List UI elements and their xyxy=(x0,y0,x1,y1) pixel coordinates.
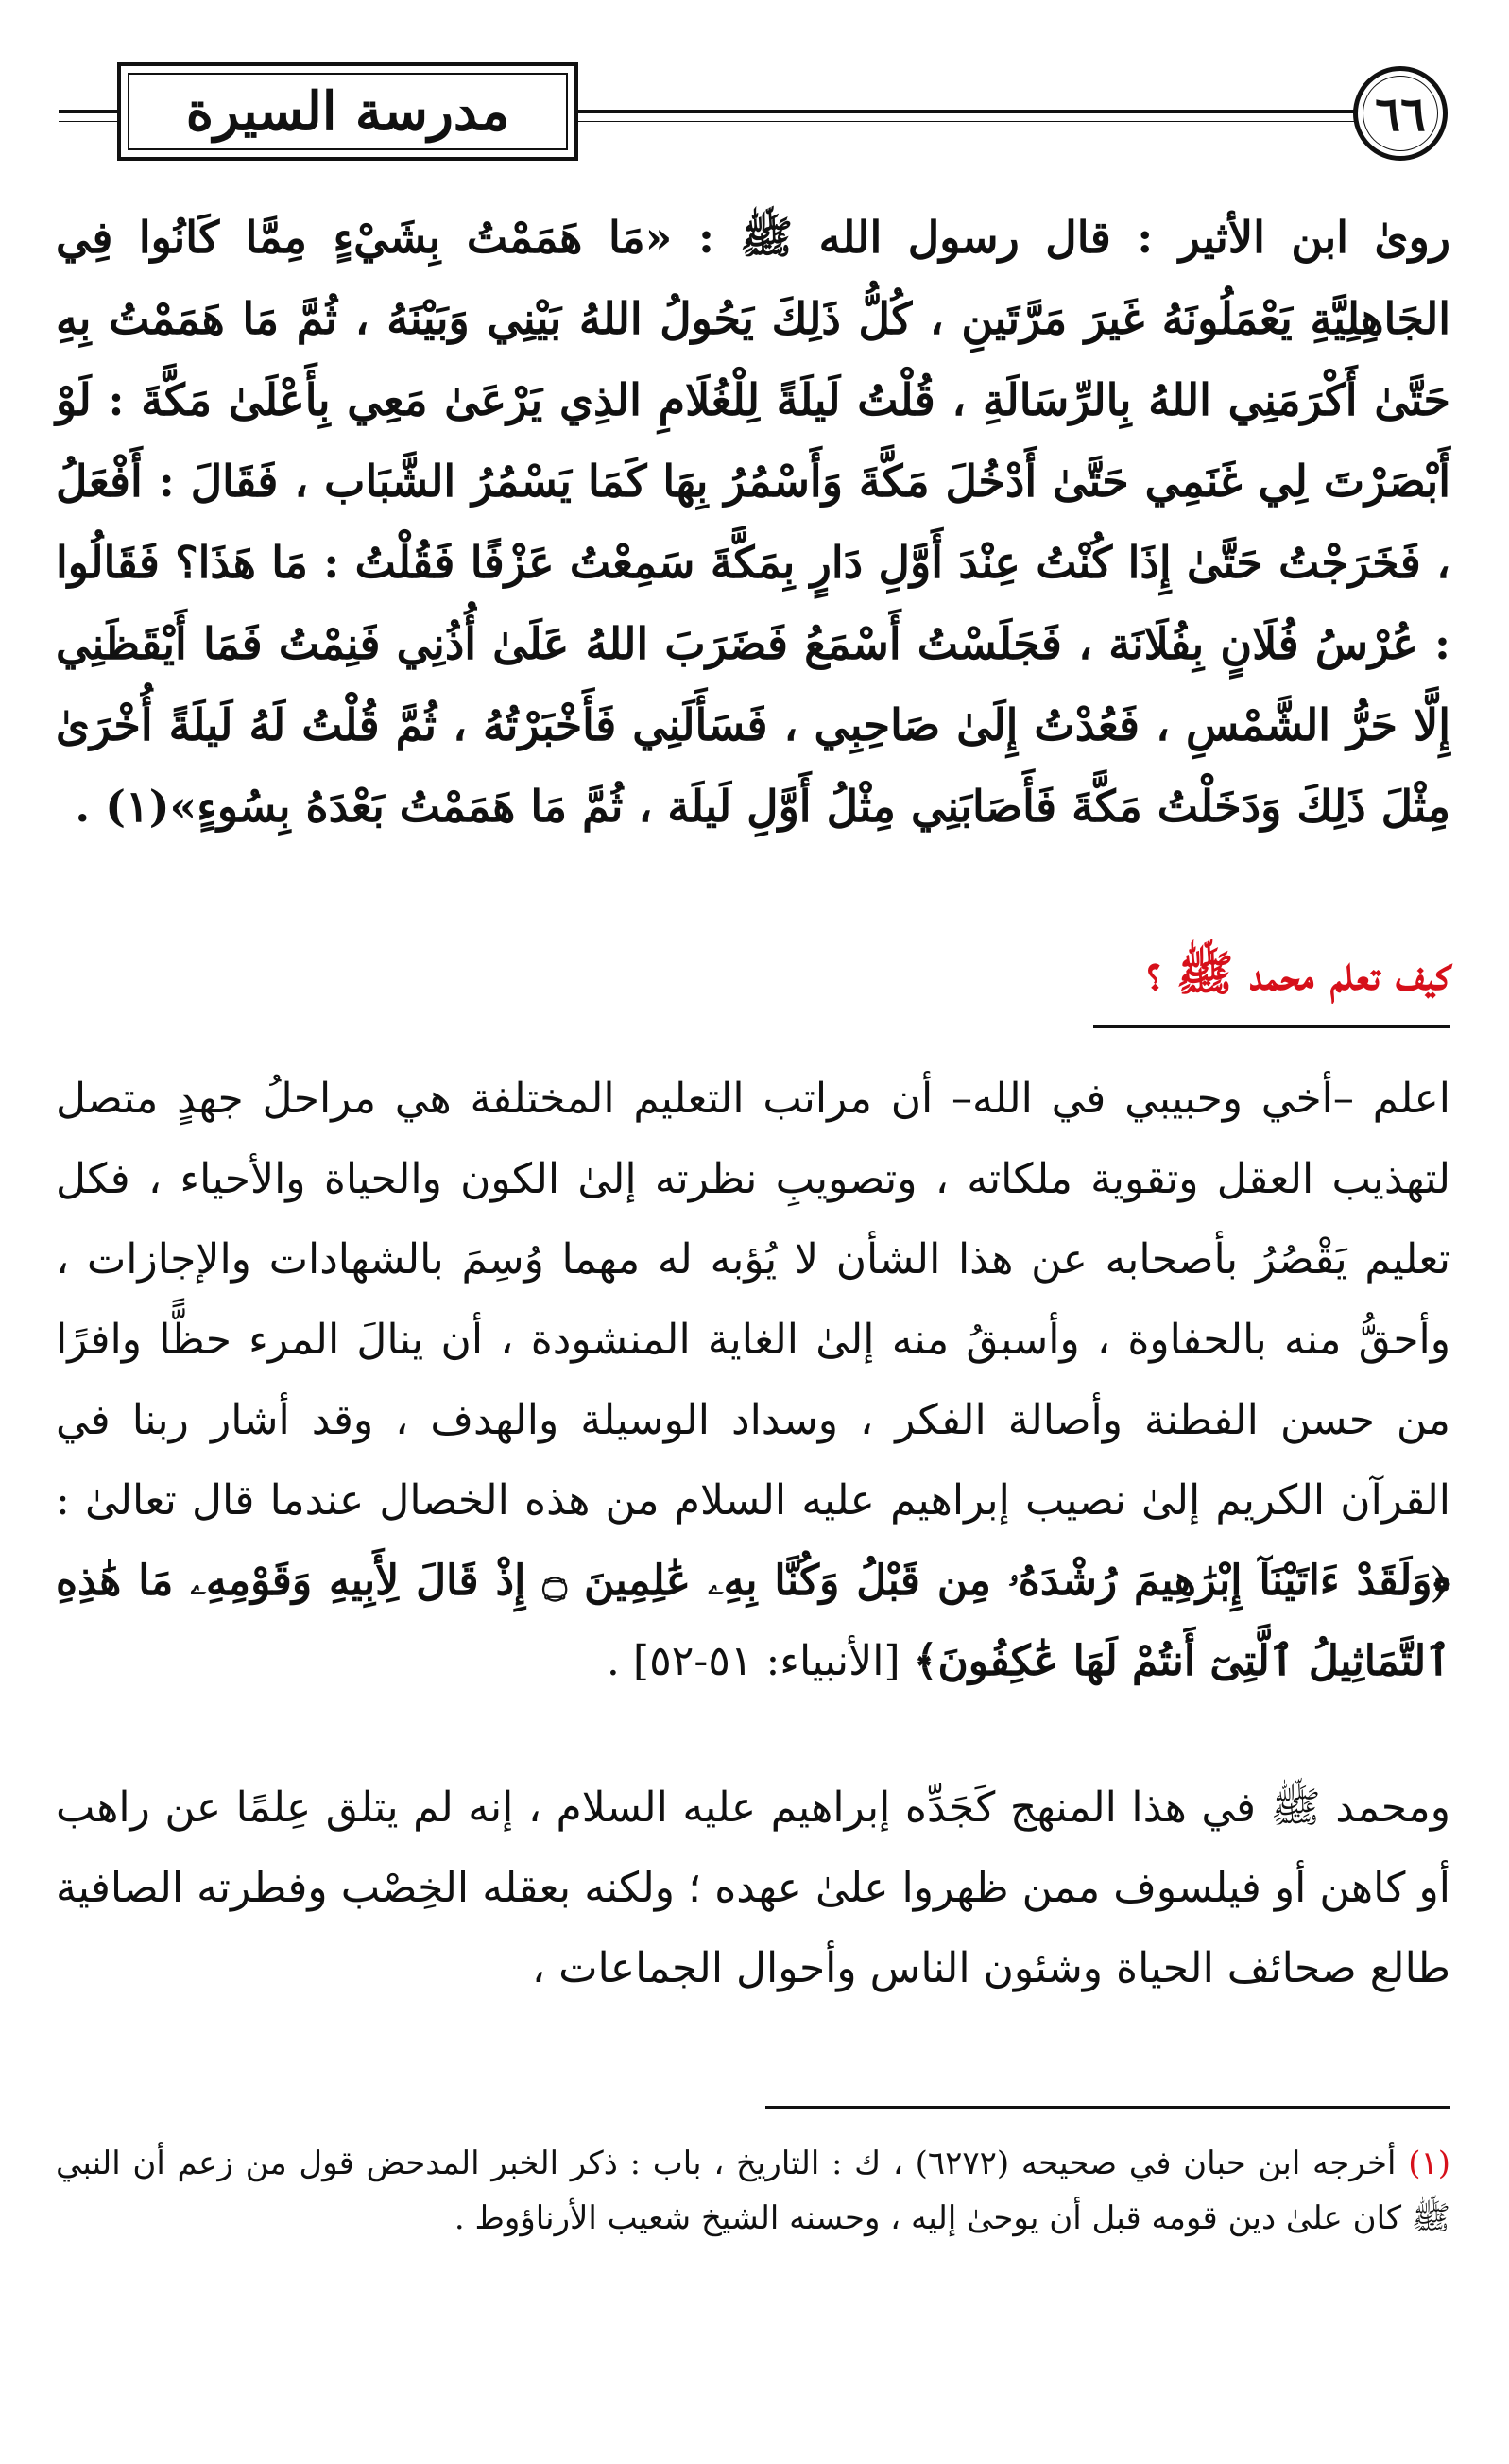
paragraph-intro xyxy=(56,1059,1450,1701)
header-rule-right xyxy=(576,110,1361,113)
book-title: مدرسة السيرة xyxy=(117,62,578,161)
quran-verse: ﴿وَلَقَدْ ءَاتَيْنَآ إِبْرَٰهِيمَ رُشْدَهُۥ مِن قَبْلُ وَكُنَّا بِهِۦ عَٰلِمِينَ ۝ إِذْ قَالَ لِأَبِيهِ وَقَوْمِهِۦ مَا هَٰذِهِ ٱلتَّمَاثِيلُ ٱلَّتِىٓ أَنتُمْ لَهَا عَٰكِفُونَ﴾ xyxy=(56,1557,1451,1685)
footnote-separator xyxy=(765,2106,1450,2109)
footnote-marker: (١) xyxy=(1408,2145,1451,2182)
section-heading xyxy=(56,945,1450,1030)
header-rule-left xyxy=(59,110,117,113)
header-rule-left-thin xyxy=(59,121,117,122)
heading-underline xyxy=(1093,1025,1450,1028)
section-heading-text: كيف تعلم محمد ﷺ ؟ xyxy=(1146,945,1450,1001)
paragraph-intro-text: اعلم –أخي وحبيبي في الله– أن مراتب التعليم المختلفة هي مراحلُ جهدٍ متصل لتهذيب العقل وتقوية ملكاته ، وتصويبِ نظرته إلىٰ الكون والحياة والأحياء ، فكل تعليم يَقْصُرُ بأصحابه عن هذا الشأن لا يُؤبه له مهما وُسِمَ بالشهادات والإجازات ، وأحقُّ منه بالحفاوة ، وأسبقُ منه إلىٰ الغاية المنشودة ، أن ينالَ المرء حظًّا وافرًا من حسن الفطنة وأصالة الفكر ، وسداد الوسيلة والهدف ، وقد أشار ربنا في القرآن الكريم إلىٰ نصيب إبراهيم عليه السلام من هذه الخصال عندما قال تعالىٰ : xyxy=(56,1075,1450,1525)
paragraph-hadith: روىٰ ابن الأثير : قال رسول الله ﷺ : «مَا هَمَمْتُ بِشَيْءٍ مِمَّا كَانُوا فِي الجَاهِلِيَّةِ يَعْمَلُونَهُ غَيرَ مَرَّتَينِ ، كُلُّ ذَلِكَ يَحُولُ اللهُ بَيْنِي وَبَيْنَهُ ، ثُمَّ مَا هَمَمْتُ بِهِ حَتَّىٰ أَكْرَمَنِي اللهُ بِالرِّسَالَةِ ، قُلْتُ لَيلَةً لِلْغُلَامِ الذِي يَرْعَىٰ مَعِي بِأَعْلَىٰ مَكَّةَ : لَوْ أَبْصَرْتَ لِي غَنَمِي حَتَّىٰ أَدْخُلَ مَكَّةَ وَأَسْمُرُ بِهَا كَمَا يَسْمُرُ الشَّبَاب ، فَقَالَ : أَفْعَلُ ، فَخَرَجْتُ حَتَّىٰ إِذَا كُنْتُ عِنْدَ أَوَّلِ دَارٍ بِمَكَّةَ سَمِعْتُ عَزْفًا فَقُلْتُ : مَا هَذَا؟ فَقَالُوا : عُرْسُ فُلَانٍ بِفُلَانَة ، فَجَلَسْتُ أَسْمَعُ فَضَرَبَ اللهُ عَلَىٰ أُذُنِي فَنِمْتُ فَمَا أَيْقَظَنِي إِلَّا حَرُّ الشَّمْسِ ، فَعُدْتُ إِلَىٰ صَاحِبِي ، فَسَأَلَنِي فَأَخْبَرْتُهُ ، ثُمَّ قُلْتُ لَهُ لَيلَةً أُخْرَىٰ مِثْلَ ذَلِكَ وَدَخَلْتُ مَكَّةَ فَأَصَابَنِي مِثْلُ أَوَّلِ لَيلَة ، ثُمَّ مَا هَمَمْتُ بَعْدَهُ بِسُوءٍ»(١) . xyxy=(56,212,1450,832)
paragraph-method: ومحمد ﷺ في هذا المنهج كَجَدِّه إبراهيم عليه السلام ، إنه لم يتلق عِلمًا عن راهب أو كاهن أو فيلسوف ممن ظهروا علىٰ عهده ؛ ولكنه بعقله الخِصْب وفطرته الصافية طالع صحائف الحياة وشئون الناس وأحوال الجماعات ، xyxy=(56,1783,1450,1992)
page-number: ٦٦ xyxy=(1353,66,1448,161)
quran-reference: [الأنبياء: ٥١-٥٢] . xyxy=(606,1637,900,1685)
footnote-text: أخرجه ابن حبان في صحيحه (٦٢٧٢) ، ك : التاريخ ، باب : ذكر الخبر المدحض قول من زعم أن النبي ﷺ كان علىٰ دين قومه قبل أن يوحىٰ إليه ، وحسنه الشيخ شعيب الأرناؤوط . xyxy=(56,2145,1450,2237)
page-header xyxy=(59,49,1455,153)
header-rule-right-thin xyxy=(576,121,1361,122)
footnote xyxy=(56,2136,1450,2246)
